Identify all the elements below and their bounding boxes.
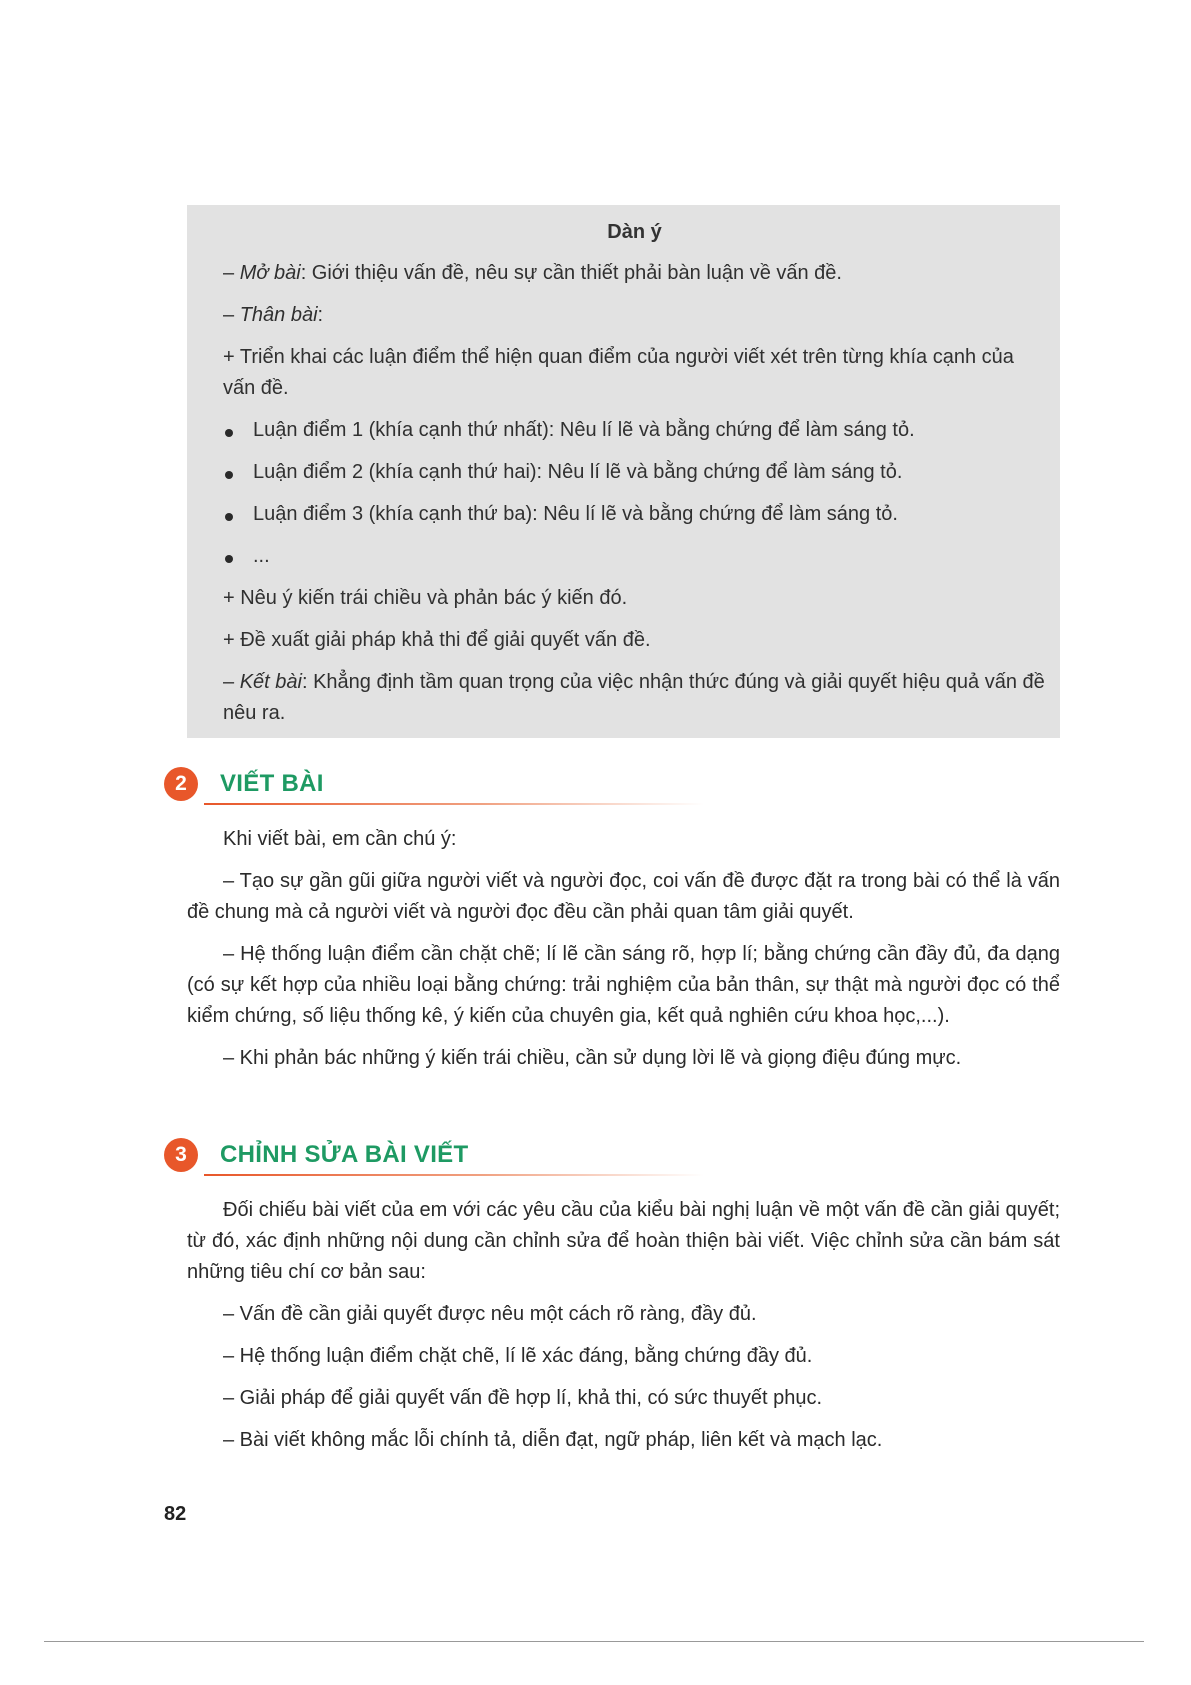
section-2-underline: [204, 803, 704, 805]
ket-bai-text: : Khẳng định tầm quan trọng của việc nhận thức đúng và giải quyết hiệu quả vấn đề nêu ra.: [223, 671, 1045, 724]
section-3-underline: [204, 1174, 704, 1176]
section-2-intro: Khi viết bài, em cần chú ý:: [223, 828, 457, 850]
than-bai-colon: :: [317, 304, 324, 326]
section-2-body: [187, 824, 1060, 1085]
outline-bullet-2: Luận điểm 2 (khía cạnh thứ hai): Nêu lí lẽ và bằng chứng để làm sáng tỏ.: [223, 457, 1046, 488]
page-number: 82: [164, 1503, 187, 1525]
section-2-item-2: – Hệ thống luận điểm cần chặt chẽ; lí lẽ cần sáng rõ, hợp lí; bằng chứng cần đầy đủ, đa dạng (có sự kết hợp của nhiều loại bằng chứng: trải nghiệm của bản thân, sự thật mà người đọc có thể kiểm chứng, số liệu thống kê, ý kiến của chuyên gia, kết quả nghiên cứu khoa học,...).: [187, 943, 1060, 1027]
outline-title: Dàn ý: [607, 221, 662, 243]
section-2-heading: [164, 765, 544, 805]
outline-bullet-1: Luận điểm 1 (khía cạnh thứ nhất): Nêu lí lẽ và bằng chứng để làm sáng tỏ.: [223, 415, 1046, 446]
ket-bai-label: Kết bài: [239, 671, 302, 693]
section-3-number: 3: [164, 1138, 198, 1172]
section-3-body: [187, 1195, 1060, 1467]
outline-bullet-3: Luận điểm 3 (khía cạnh thứ ba): Nêu lí lẽ và bằng chứng để làm sáng tỏ.: [223, 499, 1046, 530]
section-3-item-4: – Bài viết không mắc lỗi chính tả, diễn đạt, ngữ pháp, liên kết và mạch lạc.: [223, 1429, 883, 1451]
section-3-item-2: – Hệ thống luận điểm chặt chẽ, lí lẽ xác đáng, bằng chứng đầy đủ.: [223, 1345, 813, 1367]
footer-divider: [44, 1641, 1144, 1642]
section-2-number: 2: [164, 767, 198, 801]
outline-mo-bai: – Mở bài: Giới thiệu vấn đề, nêu sự cần thiết phải bàn luận về vấn đề.: [223, 262, 842, 284]
section-2-title: VIẾT BÀI: [220, 770, 324, 797]
section-2-item-3: – Khi phản bác những ý kiến trái chiều, cần sử dụng lời lẽ và giọng điệu đúng mực.: [223, 1047, 962, 1069]
outline-box: [187, 205, 1060, 738]
outline-ket-bai: – Kết bài: Khẳng định tầm quan trọng của việc nhận thức đúng và giải quyết hiệu quả vấn đề nêu ra.: [223, 671, 1045, 724]
section-3-title: CHỈNH SỬA BÀI VIẾT: [220, 1141, 469, 1168]
mo-bai-label: Mở bài: [239, 262, 301, 284]
section-3-intro: Đối chiếu bài viết của em với các yêu cầu của kiểu bài nghị luận về một vấn đề cần giải quyết; từ đó, xác định những nội dung cần chỉnh sửa để hoàn thiện bài viết. Việc chỉnh sửa cần bám sát những tiêu chí cơ bản sau:: [187, 1199, 1060, 1283]
outline-counter: + Nêu ý kiến trái chiều và phản bác ý kiến đó.: [223, 587, 628, 609]
section-3-item-1: – Vấn đề cần giải quyết được nêu một cách rõ ràng, đầy đủ.: [223, 1303, 757, 1325]
section-3-heading: [164, 1136, 544, 1176]
outline-point-intro: + Triển khai các luận điểm thể hiện quan điểm của người viết xét trên từng khía cạnh của vấn đề.: [223, 346, 1014, 399]
outline-solution: + Đề xuất giải pháp khả thi để giải quyết vấn đề.: [223, 629, 651, 651]
section-3-item-3: – Giải pháp để giải quyết vấn đề hợp lí, khả thi, có sức thuyết phục.: [223, 1387, 823, 1409]
mo-bai-text: : Giới thiệu vấn đề, nêu sự cần thiết phải bàn luận về vấn đề.: [300, 262, 842, 284]
than-bai-label: Thân bài: [239, 304, 318, 326]
outline-bullet-4: ...: [223, 541, 1046, 572]
section-2-item-1: – Tạo sự gần gũi giữa người viết và người đọc, coi vấn đề được đặt ra trong bài có thể là vấn đề chung mà cả người viết và người đọc đều cần phải quan tâm giải quyết.: [187, 870, 1060, 923]
outline-than-bai: – Thân bài:: [223, 304, 324, 326]
